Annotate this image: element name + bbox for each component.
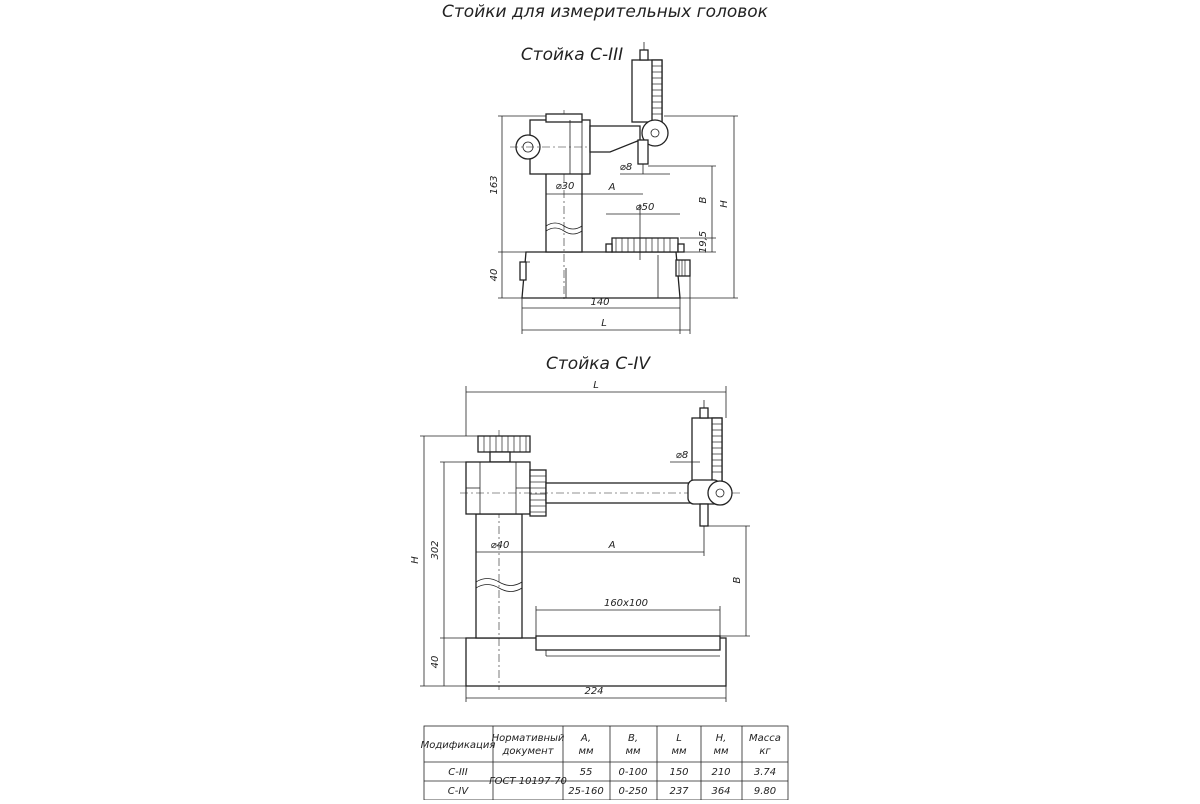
table-row2-b: 0-250 bbox=[618, 786, 648, 797]
table-row2-mass: 9.80 bbox=[753, 786, 777, 797]
table-row1-h: 210 bbox=[711, 767, 731, 778]
c3-dim-d8: ⌀8 bbox=[619, 162, 633, 173]
table-header-b-2: мм bbox=[625, 746, 641, 757]
table-row2-h: 364 bbox=[711, 786, 731, 797]
c4-dim-l: L bbox=[593, 380, 599, 391]
c3-dim-19-5: 19,5 bbox=[698, 230, 709, 254]
table-header-h-2: мм bbox=[713, 746, 729, 757]
c3-dim-d30: ⌀30 bbox=[555, 181, 575, 192]
c3-dim-a: A bbox=[608, 182, 616, 193]
c4-indicator-pivot bbox=[708, 481, 732, 505]
stand-c4-drawing bbox=[410, 354, 750, 702]
c3-dim-163: 163 bbox=[489, 175, 500, 195]
stand-c3-drawing bbox=[489, 42, 738, 334]
c4-dim-a: A bbox=[608, 540, 616, 551]
table-doc-cell: ГОСТ 10197-70 bbox=[489, 776, 567, 787]
c3-arm bbox=[590, 126, 640, 152]
table-header-mod: Модификация bbox=[420, 740, 496, 751]
table-header-a-1: A, bbox=[580, 733, 592, 744]
table-row1-b: 0-100 bbox=[618, 767, 648, 778]
c4-dim-302: 302 bbox=[430, 540, 441, 560]
c3-dim-l: L bbox=[601, 318, 607, 329]
table-header-mass-1: Масса bbox=[749, 733, 781, 744]
table-header-h-1: H, bbox=[715, 733, 727, 744]
c4-dim-d40: ⌀40 bbox=[490, 540, 510, 551]
c4-top-knob bbox=[478, 436, 530, 452]
c4-dim-d8: ⌀8 bbox=[675, 450, 689, 461]
table-header-l-1: L bbox=[676, 733, 682, 744]
c3-base-knob bbox=[676, 260, 690, 276]
c3-dim-h: H bbox=[719, 200, 730, 208]
table-header-mass-2: кг bbox=[759, 746, 771, 757]
table-row1-mod: С-III bbox=[448, 767, 468, 778]
c4-dim-plate: 160х100 bbox=[603, 598, 649, 609]
main-title: Стойки для измерительных головок bbox=[442, 2, 768, 22]
table-row1-a: 55 bbox=[579, 767, 593, 778]
stand-c3-label: Стойка С-III bbox=[520, 45, 624, 65]
table-header-doc-2: документ bbox=[502, 746, 554, 757]
c3-base bbox=[522, 252, 680, 298]
table-row1-l: 150 bbox=[669, 767, 689, 778]
c3-dim-40: 40 bbox=[489, 268, 500, 282]
c4-dim-40: 40 bbox=[430, 655, 441, 669]
table-row2-a: 25-160 bbox=[568, 786, 604, 797]
table-header-b-1: B, bbox=[627, 733, 639, 744]
table-row1-mass: 3.74 bbox=[753, 767, 777, 778]
table-header-l-2: мм bbox=[671, 746, 687, 757]
c3-dim-140: 140 bbox=[590, 297, 610, 308]
c3-dim-b: B bbox=[698, 196, 709, 204]
table-row2-l: 237 bbox=[669, 786, 689, 797]
stand-c4-label: Стойка С-IV bbox=[546, 354, 650, 374]
table-header-doc-1: Нормативный bbox=[491, 733, 565, 744]
spec-table bbox=[421, 726, 788, 800]
c3-dim-d50: ⌀50 bbox=[635, 202, 655, 213]
table-header-a-2: мм bbox=[578, 746, 594, 757]
c4-dim-224: 224 bbox=[584, 686, 604, 697]
c4-dim-h: H bbox=[410, 556, 421, 564]
c4-dim-b: B bbox=[732, 576, 743, 584]
table-row2-mod: С-IV bbox=[447, 786, 469, 797]
